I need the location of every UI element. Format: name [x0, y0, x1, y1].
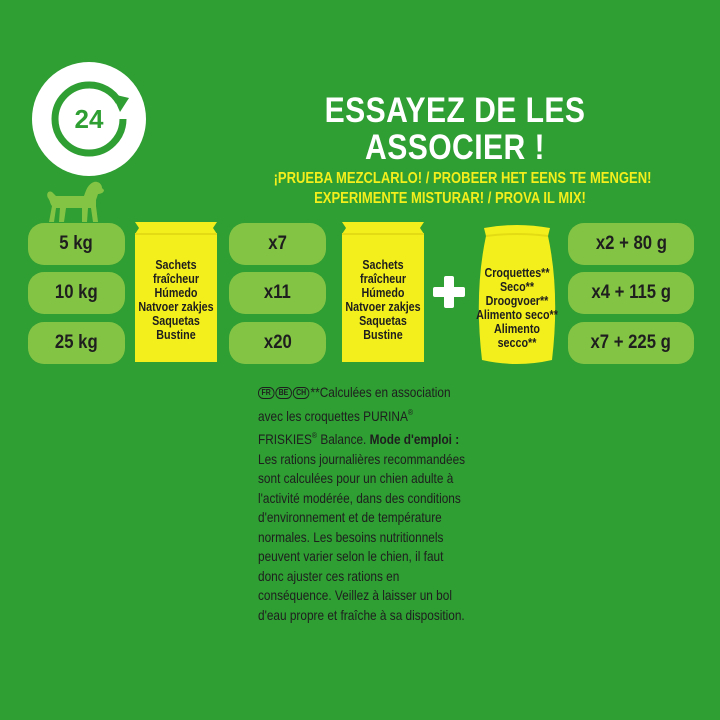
usage-note	[258, 383, 478, 625]
pouch-label-mix: Sachets fraîcheur Húmedo Natvoer zakjes Saquetas Bustine	[345, 258, 421, 342]
title-line-1: ESSAYEZ DE LES	[324, 91, 586, 130]
flag-be: BE	[275, 387, 292, 399]
weight-25kg: 25 kg	[28, 322, 125, 364]
pouch-count-5kg: x7	[229, 223, 326, 265]
dog-icon	[44, 178, 106, 224]
weight-10kg: 10 kg	[28, 272, 125, 314]
plus-icon	[431, 274, 467, 310]
note-brand: FRISKIES	[258, 432, 312, 447]
kibble-label: Croquettes** Seco** Droogvoer** Alimento seco** Alimento secco**	[476, 266, 558, 350]
mode-label: Mode d'emploi :	[369, 432, 460, 447]
pouch-count-10kg: x11	[229, 272, 326, 314]
page-title	[313, 92, 597, 166]
pouch-label: Sachets fraîcheur Húmedo Natvoer zakjes Saquetas Bustine	[138, 258, 214, 342]
note-body: Les rations journalières recommandées sont calculées pour un chien adulte à l'activité modérée, dans des conditions d'environnement et de température normales. Les besoins nutritionnels peuvent varier selon le chien, il faut donc ajuster ces rations en conséquence. Veillez à laisser un bol d'eau propre et fraîche à sa disposition.	[258, 451, 466, 623]
mix-portion-5kg: x2 + 80 g	[568, 223, 694, 265]
pouch-image	[131, 218, 221, 366]
mix-portion-10kg: x4 + 115 g	[568, 272, 694, 314]
registered-mark: ®	[407, 407, 414, 417]
note-intro: **Calculées en association avec les croquettes PURINA	[258, 385, 451, 424]
clock-number: 24	[74, 104, 104, 134]
subtitle-line-2: EXPERIMENTE MISTURAR! / PROVA IL MIX!	[314, 190, 586, 207]
mix-portion-25kg: x7 + 225 g	[568, 322, 694, 364]
pouch-count-25kg: x20	[229, 322, 326, 364]
flag-fr: FR	[258, 387, 274, 399]
registered-mark: ®	[311, 431, 318, 440]
title-line-2: ASSOCIER !	[365, 128, 545, 167]
note-brand-rest: Balance.	[317, 432, 370, 447]
weight-5kg: 5 kg	[28, 223, 125, 265]
subtitle-line-1: ¡PRUEBA MEZCLARLO! / PROBEER HET EENS TE MENGEN!	[273, 170, 652, 187]
clock-24-icon	[30, 60, 148, 178]
flag-ch: CH	[293, 387, 310, 399]
pouch-image-mix	[338, 218, 428, 366]
